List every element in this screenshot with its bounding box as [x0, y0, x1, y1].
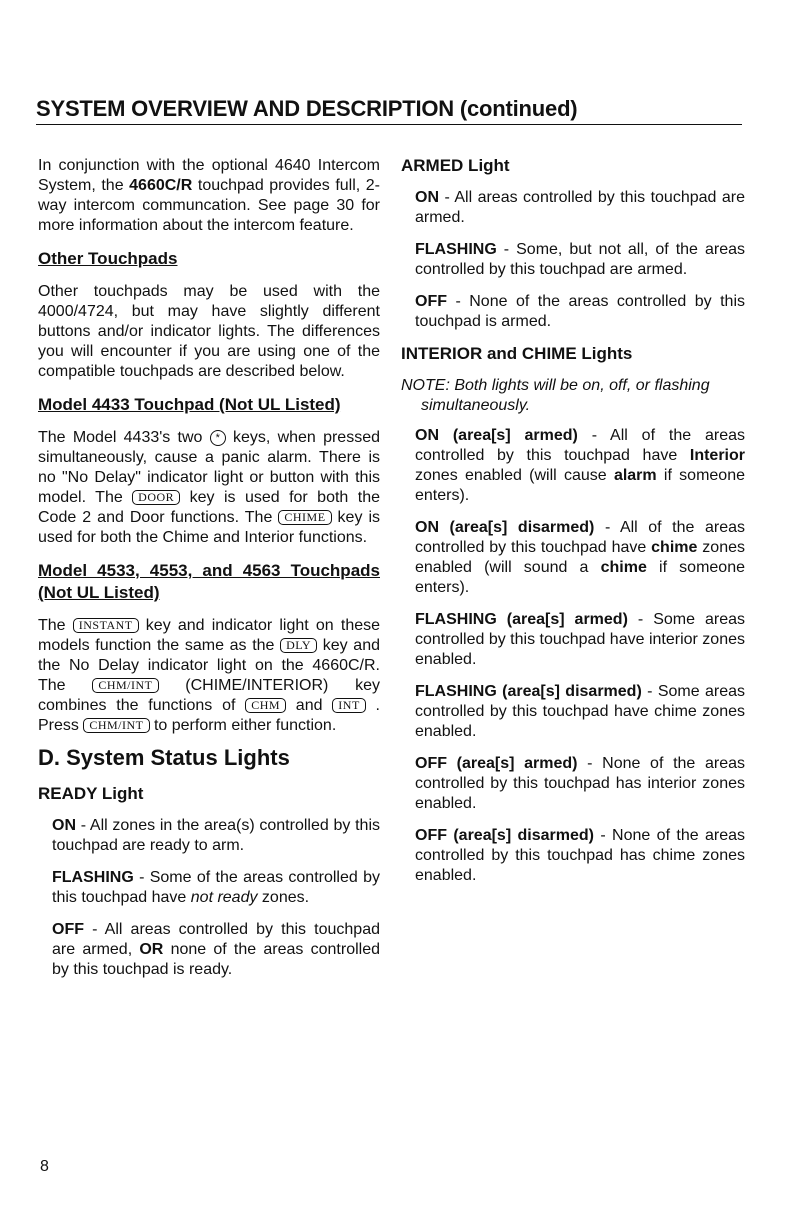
on-armed-item: ON (area[s] armed) - All of the areas controlled by this touchpad have Interior zones enabled (will cause alarm if someone enters). — [415, 427, 746, 504]
armed-off-item: OFF - None of the areas controlled by this touchpad is armed. — [415, 293, 745, 330]
system-status-lights-heading: D. System Status Lights — [38, 745, 290, 770]
door-key: DOOR — [132, 490, 180, 505]
other-touchpads-heading: Other Touchpads — [38, 249, 178, 268]
note-paragraph: NOTE: Both lights will be on, off, or flashing simultaneously. — [401, 377, 710, 414]
model-4533-heading: Model 4533, 4553, and 4563 Touchpads (Not UL Listed) — [38, 561, 380, 602]
right-column — [401, 156, 745, 898]
armed-on-item: ON - All areas controlled by this touchpad are armed. — [415, 189, 745, 226]
dly-key: DLY — [280, 638, 317, 653]
flashing-disarmed-item: FLASHING (area[s] disarmed) - Some areas controlled by this touchpad have chime zones enabled. — [415, 683, 746, 740]
flashing-armed-item: FLASHING (area[s] armed) - Some areas controlled by this touchpad have interior zones enabled. — [415, 611, 746, 668]
on-disarmed-item: ON (area[s] disarmed) - All of the areas controlled by this touchpad have chime zones enabled (will sound a chime if someone enters). — [415, 519, 745, 596]
ready-flashing-item: FLASHING - Some of the areas controlled by this touchpad have not ready zones. — [52, 869, 380, 906]
off-armed-item: OFF (area[s] armed) - None of the areas controlled by this touchpad has interior zones enabled. — [415, 755, 745, 812]
other-touchpads-paragraph: Other touchpads may be used with the 4000/4724, but may have slightly different buttons and/or indicator lights. The differences you will encounter if you are using one of the compatible touchpads are described below. — [38, 283, 380, 380]
left-column — [38, 156, 380, 992]
ready-light-heading: READY Light — [38, 784, 144, 803]
chime-key: CHIME — [278, 510, 331, 525]
ready-off-item: OFF - All areas controlled by this touchpad are armed, OR none of the areas controlled by this touchpad is ready. — [52, 921, 381, 978]
instant-key: INSTANT — [73, 618, 139, 633]
armed-flashing-item: FLASHING - Some, but not all, of the areas controlled by this touchpad are armed. — [415, 241, 745, 278]
chm-int-key: CHM/INT — [92, 678, 158, 693]
page-header: SYSTEM OVERVIEW AND DESCRIPTION (continued) — [36, 96, 742, 125]
intro-paragraph: In conjunction with the optional 4640 Intercom System, the 4660C/R touchpad provides full, 2-way intercom communcation. See page 30 for more information about the intercom feature. — [38, 157, 380, 234]
model-4533-paragraph: The INSTANT key and indicator light on these models function the same as the DLY key and the No Delay indicator light on the 4660C/R. The CHM/INT (CHIME/INTERIOR) key combines the functions of CHM and INT . Press CHM/INT to perform either function. — [38, 617, 381, 734]
ready-on-item: ON - All zones in the area(s) controlled by this touchpad are ready to arm. — [52, 817, 380, 854]
interior-chime-heading: INTERIOR and CHIME Lights — [401, 344, 633, 363]
chm-key: CHM — [245, 698, 286, 713]
off-disarmed-item: OFF (area[s] disarmed) - None of the areas controlled by this touchpad has chime zones enabled. — [415, 827, 746, 884]
page-number: 8 — [40, 1158, 49, 1175]
armed-light-heading: ARMED Light — [401, 156, 510, 175]
int-key: INT — [332, 698, 366, 713]
star-key-icon: * — [210, 430, 226, 446]
model-4433-paragraph: The Model 4433's two * keys, when pressed simultaneously, cause a panic alarm. There is no "No Delay" indicator light or button with this model. The DOOR key is used for both the Code 2 and Door functions. The CHIME key is used for both the Chime and Interior functions. — [38, 429, 381, 546]
chm-int-key-2: CHM/INT — [83, 718, 149, 733]
model-4433-heading: Model 4433 Touchpad (Not UL Listed) — [38, 395, 341, 414]
